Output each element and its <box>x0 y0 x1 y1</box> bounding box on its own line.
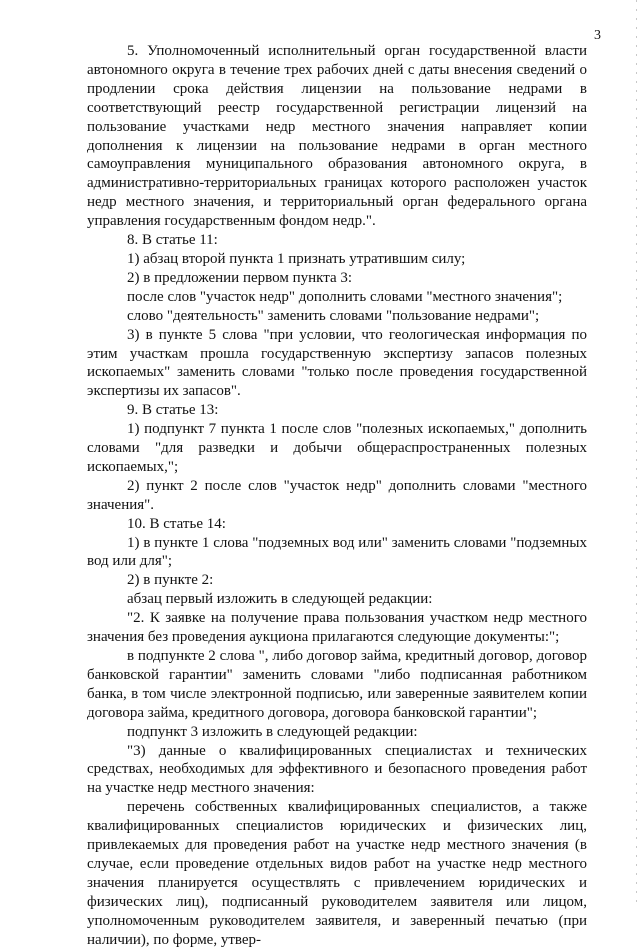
paragraph-article-11-heading: 8. В статье 11: <box>127 232 218 249</box>
paragraph-article-13-heading: 9. В статье 13: <box>127 402 219 419</box>
paragraph-article-11-sub-2-b: слово "деятельность" заменить словами "пользование недрами"; <box>127 307 540 324</box>
paragraph-article-14-subitem-3: подпункт 3 изложить в следующей редакции: <box>127 723 418 740</box>
paragraph-article-14-subitem-2: в подпункте 2 слова ", либо договор займа, кредитный договор, договор банковской гарантии" заменить словами "либо подписанная работником банка, в том числе электронной подписью, или заверенные заявителем копии договора займа, кредитного договора, договора банковской гарантии"; <box>87 648 587 721</box>
page-number: 3 <box>594 28 601 43</box>
paragraph-article-14-sub-1: 1) в пункте 1 слова "подземных вод или" заменить словами "подземных вод или для"; <box>87 534 587 570</box>
document-body <box>87 42 587 950</box>
paragraph-article-13-sub-1: 1) подпункт 7 пункта 1 после слов "полезных ископаемых," дополнить словами "для разведки и добычи общераспространенных полезных ископаемых,"; <box>87 421 587 475</box>
paragraph-article-13-sub-2: 2) пункт 2 после слов "участок недр" дополнить словами "местного значения". <box>87 477 587 513</box>
paragraph-article-14-sub-2-a: абзац первый изложить в следующей редакции: <box>127 591 433 608</box>
paragraph-article-14-heading: 10. В статье 14: <box>127 515 226 532</box>
paragraph-article-11-sub-2: 2) в предложении первом пункта 3: <box>127 269 353 286</box>
paragraph-item-5-notification: 5. Уполномоченный исполнительный орган государственной власти автономного округа в течение трех рабочих дней с даты внесения сведений о продлении срока действия лицензии на пользование недрами в соответствующий реестр государственной регистрации лицензий на пользование участками недр местного значения направляет копии дополнения к лицензии на пользование недрами в орган местного самоуправления муниципального образования автономного округа, в административно-территориальных границах которого расположен участок недр местного значения, и территориальный орган федерального органа управления государственным фондом недр.". <box>87 43 587 230</box>
paragraph-article-14-quote: "2. К заявке на получение права пользования участком недр местного значения без проведения аукциона прилагаются следующие документы:"; <box>87 610 587 646</box>
scan-edge-marks <box>636 0 637 905</box>
paragraph-article-14-subitem-3-quote: "3) данные о квалифицированных специалистах и технических средствах, необходимых для эффективного и безопасного проведения работ на участке недр местного значения: <box>87 742 587 797</box>
paragraph-article-14-sub-2: 2) в пункте 2: <box>127 572 214 589</box>
paragraph-article-11-sub-1: 1) абзац второй пункта 1 признать утратившим силу; <box>127 250 466 267</box>
paragraph-article-11-sub-3: 3) в пункте 5 слова "при условии, что геологическая информация по этим участкам прошла государственную экспертизу запасов полезных ископаемых" заменить словами "только после проведения государственной экспертизы их запасов". <box>87 326 587 400</box>
paragraph-article-11-sub-2-a: после слов "участок недр" дополнить словами "местного значения"; <box>127 288 563 305</box>
paragraph-specialists-list: перечень собственных квалифицированных специалистов, а также квалифицированных специалистов юридических и физических лиц, привлекаемых для проведения работ на участке недр местного значения (в случае, если проведение отдельных видов работ на участке недр местного значения планируется осуществлять с привлечением юридических и физических лиц), подписанный руководителем заявителя или лицом, уполномоченным руководителем заявителя, и заверенный печатью (при наличии), по форме, утвер- <box>87 799 587 948</box>
